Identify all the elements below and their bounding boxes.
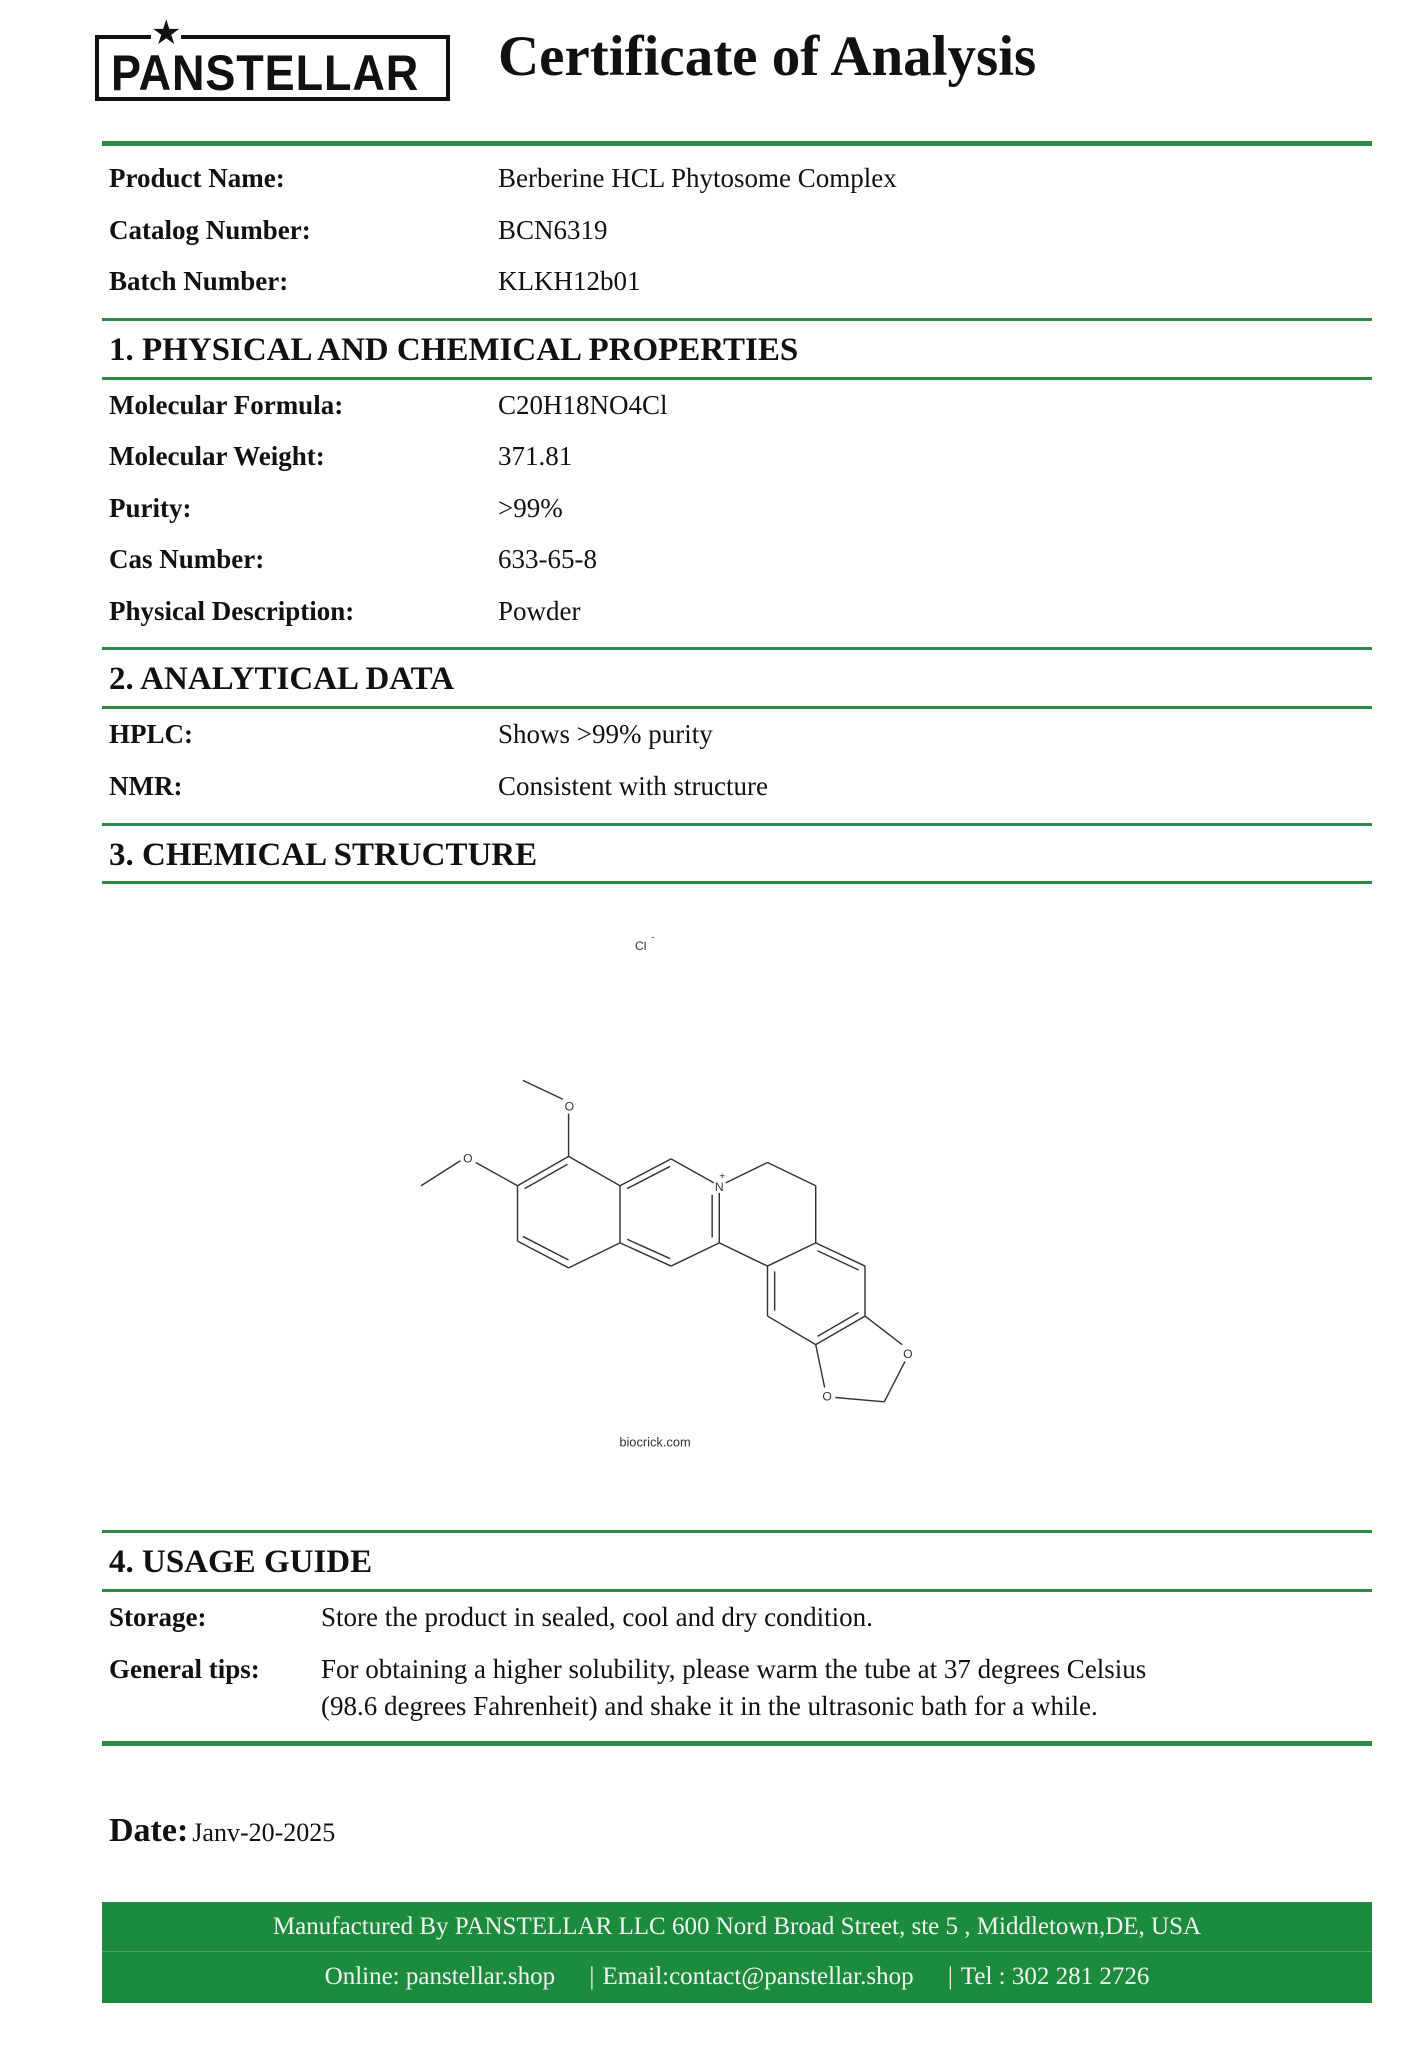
divider (102, 1741, 1372, 1746)
oxygen-atom: O (903, 1346, 913, 1361)
purity-value: >99% (498, 493, 563, 523)
phone-number: Tel : 302 281 2726 (960, 1963, 1150, 1990)
chloride-charge: - (651, 932, 655, 942)
divider (102, 1589, 1372, 1592)
general-tips-line1: For obtaining a higher solubility, please warm the tube at 37 degrees Celsius (321, 1654, 1147, 1684)
molecular-weight-value: 371.81 (498, 441, 573, 471)
chemical-structure-diagram (380, 900, 940, 1500)
batch-number-label: Batch Number: (109, 266, 289, 296)
physical-description-label: Physical Description: (109, 596, 355, 626)
catalog-number-label: Catalog Number: (109, 215, 311, 245)
date-value: Janv-20-2025 (192, 1818, 336, 1847)
product-name-label: Product Name: (109, 163, 285, 193)
company-logo (95, 15, 450, 101)
nitrogen-charge: + (719, 1171, 726, 1183)
physical-description-value: Powder (498, 596, 581, 626)
star-icon: ★ (151, 15, 182, 52)
nmr-label: NMR: (109, 771, 183, 801)
contact-line (102, 1960, 1372, 1994)
divider (102, 141, 1372, 146)
section-heading-structure: 3. CHEMICAL STRUCTURE (109, 837, 538, 873)
website-link[interactable]: Online: panstellar.shop (324, 1963, 556, 1990)
page-title: Certificate of Analysis (498, 25, 1037, 88)
date-label: Date: (109, 1812, 189, 1849)
molecular-formula-label: Molecular Formula: (109, 390, 344, 420)
cas-number-value: 633-65-8 (498, 544, 597, 574)
footer-banner (102, 1902, 1372, 2003)
divider (102, 647, 1372, 650)
divider (102, 881, 1372, 884)
divider (102, 706, 1372, 709)
divider (102, 318, 1372, 321)
divider (102, 377, 1372, 380)
storage-value: Store the product in sealed, cool and dry condition. (321, 1602, 873, 1632)
structure-bonds (421, 1080, 905, 1401)
purity-label: Purity: (109, 493, 192, 523)
section-heading-analytical: 2. ANALYTICAL DATA (109, 661, 455, 697)
general-tips-label: General tips: (109, 1654, 260, 1684)
oxygen-atom: O (564, 1099, 575, 1114)
hplc-value: Shows >99% purity (498, 719, 713, 749)
oxygen-atom: O (822, 1389, 832, 1404)
manufacturer-address: Manufactured By PANSTELLAR LLC 600 Nord Broad Street, ste 5 , Middletown,DE, USA (272, 1913, 1202, 1940)
molecular-formula-value: C20H18NO4Cl (498, 390, 668, 420)
hplc-label: HPLC: (109, 719, 193, 749)
footer-divider (102, 1951, 1372, 1952)
nitrogen-atom: N (714, 1180, 724, 1195)
batch-number-value: KLKH12b01 (498, 266, 641, 296)
catalog-number-value: BCN6319 (498, 215, 608, 245)
section-heading-usage: 4. USAGE GUIDE (109, 1544, 373, 1580)
storage-label: Storage: (109, 1602, 207, 1632)
divider (102, 823, 1372, 826)
nmr-value: Consistent with structure (498, 771, 768, 801)
cas-number-label: Cas Number: (109, 544, 265, 574)
chloride-ion: Cl (634, 939, 647, 953)
divider (102, 1530, 1372, 1533)
structure-source: biocrick.com (619, 1434, 691, 1450)
general-tips-line2: (98.6 degrees Fahrenheit) and shake it in the ultrasonic bath for a while. (321, 1691, 1098, 1721)
oxygen-atom: O (463, 1151, 473, 1166)
section-heading-properties: 1. PHYSICAL AND CHEMICAL PROPERTIES (109, 332, 799, 368)
molecular-weight-label: Molecular Weight: (109, 441, 325, 471)
separator: | (589, 1963, 595, 1990)
separator: | (947, 1963, 953, 1990)
email-link[interactable]: Email:contact@panstellar.shop (602, 1963, 914, 1990)
logo-text: PANSTELLAR (111, 45, 420, 101)
date-block (109, 1812, 335, 1850)
product-name-value: Berberine HCL Phytosome Complex (498, 163, 897, 193)
